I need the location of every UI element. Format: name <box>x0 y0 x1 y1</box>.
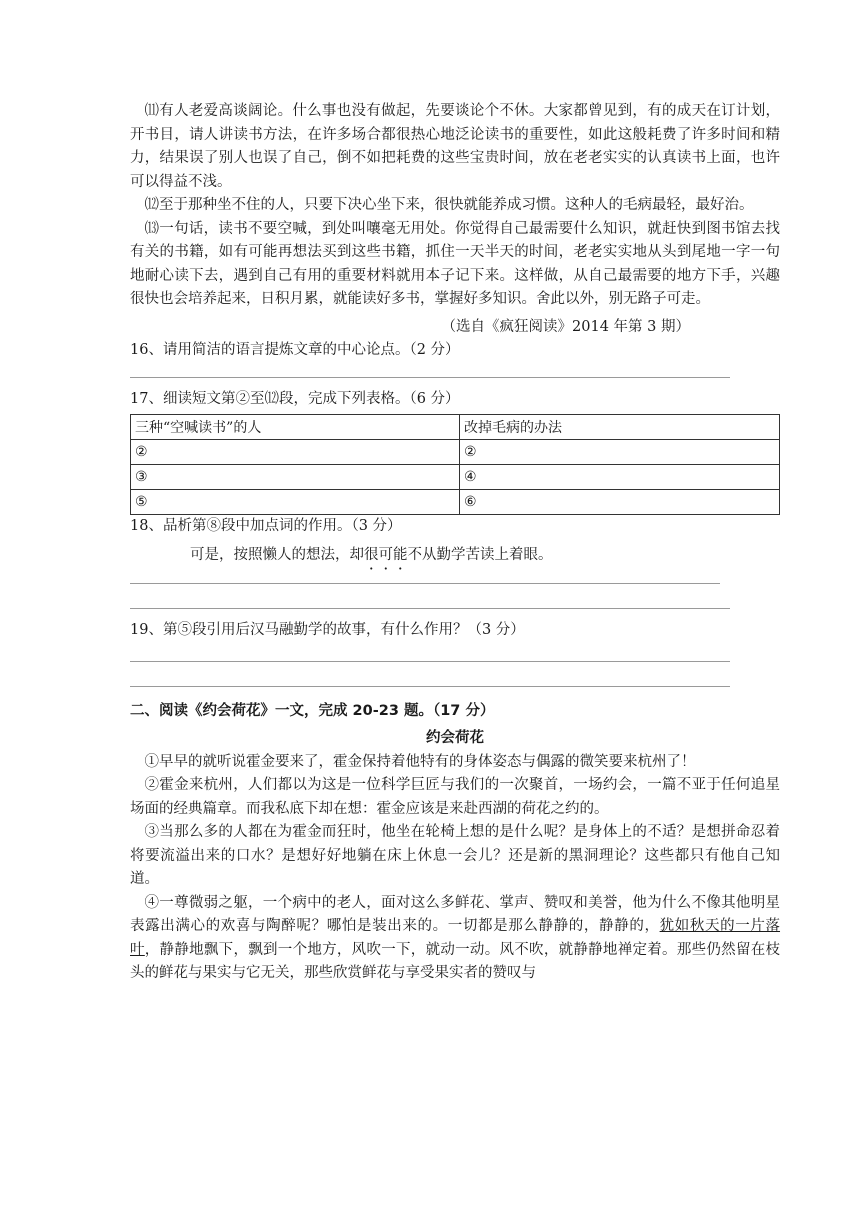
answer-line <box>130 608 730 609</box>
paragraph-12: ⑿至于那种坐不住的人，只要下决心坐下来，很快就能养成习惯。这种人的毛病最轻，最好治。 <box>144 197 754 213</box>
quoted-sentence <box>130 543 780 567</box>
article-paragraph-1: ①早早的就听说霍金要来了，霍金保持着他特有的身体姿态与偶露的微笑要来杭州了！ <box>144 753 696 770</box>
section-heading: 二、阅读《约会荷花》一文，完成 20-23 题。（17 分） <box>130 702 495 719</box>
paragraph-11: ⑾有人老爱高谈阔论。什么事也没有做起，先要谈论个不休。大家都曾见到，有的成天在订计划，开书目，请人讲读书方法，在许多场合都很热心地泛论读书的重要性，如此这般耗费了许多时间和精力，结果误了别人也误了自己，倒不如把耗费的这些宝贵时间，放在老老实实的认真读书上面，也许可以得益不浅。 <box>130 103 780 190</box>
table-cell: ⑥ <box>460 489 780 514</box>
dotted-char: 能 <box>393 546 408 563</box>
dotted-char: 可 <box>378 546 393 563</box>
question-18: 18、品析第⑧段中加点词的作用。（3 分） <box>130 517 402 534</box>
question-19: 19、第⑤段引用后汉马融勤学的故事，有什么作用？（3 分） <box>130 621 525 638</box>
answer-line <box>130 686 730 687</box>
table-header-cell: 三种“空喊读书”的人 <box>131 414 460 439</box>
table-cell: ② <box>460 439 780 464</box>
answer-area-16 <box>130 377 780 378</box>
quote-before: 可是，按照懒人的想法，却 <box>190 546 364 563</box>
answer-line <box>130 583 720 584</box>
table-row <box>131 439 780 464</box>
table-header-row <box>131 414 780 439</box>
answer-line <box>130 377 730 378</box>
article-title: 约会荷花 <box>426 729 484 746</box>
dotted-char: 很 <box>364 546 379 563</box>
article-paragraph-2: ②霍金来杭州，人们都以为这是一位科学巨匠与我们的一次聚首，一场约会，一篇不亚于任何追星场面的经典篇章。而我私底下却在想：霍金应该是来赴西湖的荷花之约的。 <box>130 777 780 817</box>
source-citation: （选自《疯狂阅读》2014 年第 3 期） <box>441 318 690 335</box>
paragraph-13: ⒀一句话，读书不要空喊，到处叫嚷毫无用处。你觉得自己最需要什么知识，就赶快到图书馆去找有关的书籍，如有可能再想法买到这些书籍，抓住一天半天的时间，老老实实地从头到尾地一字一句地耐心读下去，遇到自己有用的重要材料就用本子记下来。这样做，从自己最需要的地方下手，兴趣很快也会培养起来，日积月累，就能读好多书，掌握好多知识。舍此以外，别无路子可走。 <box>130 220 780 307</box>
answer-table-17 <box>130 414 780 515</box>
p4-start: ④一尊微弱之躯，一个病中的老人，面对这么多鲜花、掌声、赞叹和美誉，他为什么不像其他明星表露出满心的欢喜与陶醉呢？哪怕是装出来的。一切都是那么静静的，静静的， <box>130 894 780 934</box>
table-cell: ② <box>131 439 460 464</box>
document-page <box>130 100 780 986</box>
answer-area-19 <box>130 661 780 687</box>
p4-end: ，静静地飘下，飘到一个地方，风吹一下，就动一动。风不吹，就静静地禅定着。那些仍然留在枝头的鲜花与果实与它无关，那些欣赏鲜花与享受果实者的赞叹与 <box>130 941 780 981</box>
answer-line <box>130 661 730 662</box>
table-row <box>131 464 780 489</box>
answer-area-18 <box>130 583 780 609</box>
table-header-cell: 改掉毛病的办法 <box>460 414 780 439</box>
underlined-phrase: 犹如秋天的一片落叶 <box>130 918 781 958</box>
quote-after: 不从勤学苦读上着眼。 <box>407 546 553 563</box>
question-16: 16、请用简洁的语言提炼文章的中心论点。（2 分） <box>130 341 460 358</box>
table-cell: ③ <box>131 464 460 489</box>
question-17: 17、细读短文第②至⑿段，完成下列表格。（6 分） <box>130 390 460 407</box>
table-row <box>131 489 780 514</box>
article-paragraph-4 <box>130 892 780 986</box>
table-cell: ⑤ <box>131 489 460 514</box>
table-cell: ④ <box>460 464 780 489</box>
article-paragraph-3: ③当那么多的人都在为霍金而狂时，他坐在轮椅上想的是什么呢？是身体上的不适？是想拼命忍着将要流溢出来的口水？是想好好地躺在床上休息一会儿？还是新的黑洞理论？这些都只有他自己知道。 <box>130 824 780 887</box>
